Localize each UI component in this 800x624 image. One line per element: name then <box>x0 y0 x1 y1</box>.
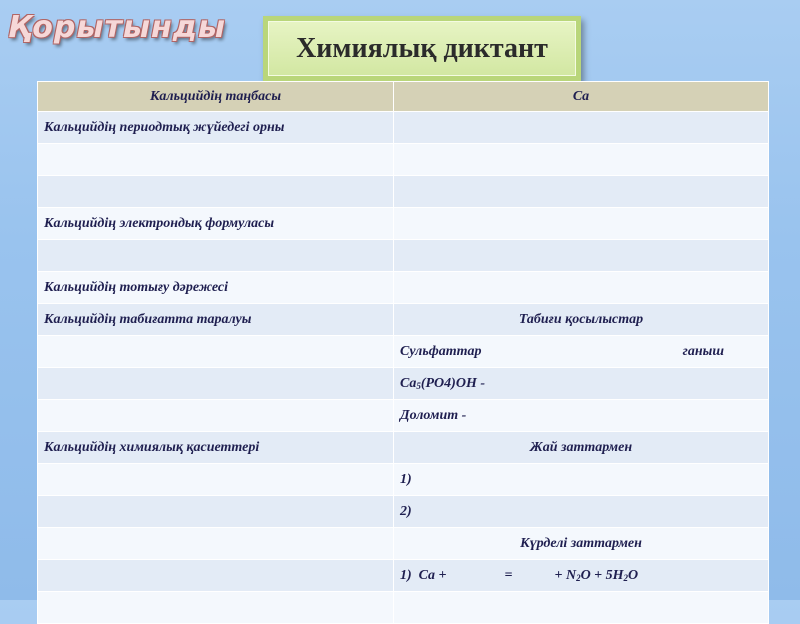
table-cell-answer: Табиғи қосылыстар <box>394 304 769 336</box>
title-box <box>263 16 581 81</box>
reaction-prefix: 1) Ca + <box>400 567 447 583</box>
table-header-row <box>38 82 769 112</box>
table-cell-label <box>38 240 394 272</box>
table-row <box>38 112 769 144</box>
table-cell-label <box>38 400 394 432</box>
reaction-product1-end: O + 5H <box>580 567 624 583</box>
reaction-product2-end: O <box>628 567 639 583</box>
table-cell-label <box>38 560 394 592</box>
table-cell-answer <box>394 208 769 240</box>
table-cell-label <box>38 368 394 400</box>
table-row <box>38 464 769 496</box>
h2o-subscript: 2 <box>623 572 629 583</box>
table-cell-label: Кальцийдің табиғатта таралуы <box>38 304 394 336</box>
table-row <box>38 400 769 432</box>
table-cell-label <box>38 176 394 208</box>
table-cell-sulfates <box>394 336 769 368</box>
table-cell-label: Кальцийдің периодтық жүйедегі орны <box>38 112 394 144</box>
table-cell-answer: Күрделі заттармен <box>394 528 769 560</box>
table-cell-reaction <box>394 560 769 592</box>
n2o-subscript: 2 <box>576 572 581 583</box>
table-row <box>38 336 769 368</box>
table-row <box>38 560 769 592</box>
formula-subscript: 5 <box>416 380 421 391</box>
table-cell-label <box>38 336 394 368</box>
table-cell-answer <box>394 112 769 144</box>
table-cell-answer <box>394 272 769 304</box>
reaction-product1: + N <box>554 567 577 583</box>
table-cell-answer <box>394 592 769 624</box>
table-row <box>38 304 769 336</box>
table-cell-answer: 2) <box>394 496 769 528</box>
table-cell-label <box>38 496 394 528</box>
table-row <box>38 592 769 624</box>
table-row <box>38 528 769 560</box>
table-cell-apatite-formula <box>394 368 769 400</box>
table-row <box>38 208 769 240</box>
table-row <box>38 368 769 400</box>
gypsum-label: ганыш <box>682 343 724 359</box>
table-cell-label: Кальцийдің тотығу дәрежесі <box>38 272 394 304</box>
table-cell-label <box>38 144 394 176</box>
formula-base: Ca <box>400 375 417 391</box>
table-cell-label <box>38 528 394 560</box>
table-cell-label <box>38 464 394 496</box>
dictation-table <box>37 81 769 624</box>
table-cell-answer <box>394 144 769 176</box>
header-cell-property: Кальцийдің таңбасы <box>38 82 394 112</box>
table-row <box>38 176 769 208</box>
table-row <box>38 432 769 464</box>
title-text: Химиялық диктант <box>296 32 548 64</box>
table-cell-label: Кальцийдің электрондық формуласы <box>38 208 394 240</box>
table-row <box>38 240 769 272</box>
table-cell-answer: 1) <box>394 464 769 496</box>
reaction-equals: = <box>504 567 513 583</box>
table-row <box>38 272 769 304</box>
header-cell-symbol: Ca <box>394 82 769 112</box>
table-row <box>38 144 769 176</box>
table-row <box>38 496 769 528</box>
table-cell-answer: Доломит - <box>394 400 769 432</box>
table-cell-label <box>38 592 394 624</box>
table-cell-answer <box>394 240 769 272</box>
formula-rest: (PO4)OH - <box>420 375 485 391</box>
table-cell-answer <box>394 176 769 208</box>
sulfates-label: Сульфаттар <box>400 343 482 359</box>
slide-heading: Қорытынды <box>8 10 227 45</box>
table-cell-answer: Жай заттармен <box>394 432 769 464</box>
table-cell-label: Кальцийдің химиялық қасиеттері <box>38 432 394 464</box>
